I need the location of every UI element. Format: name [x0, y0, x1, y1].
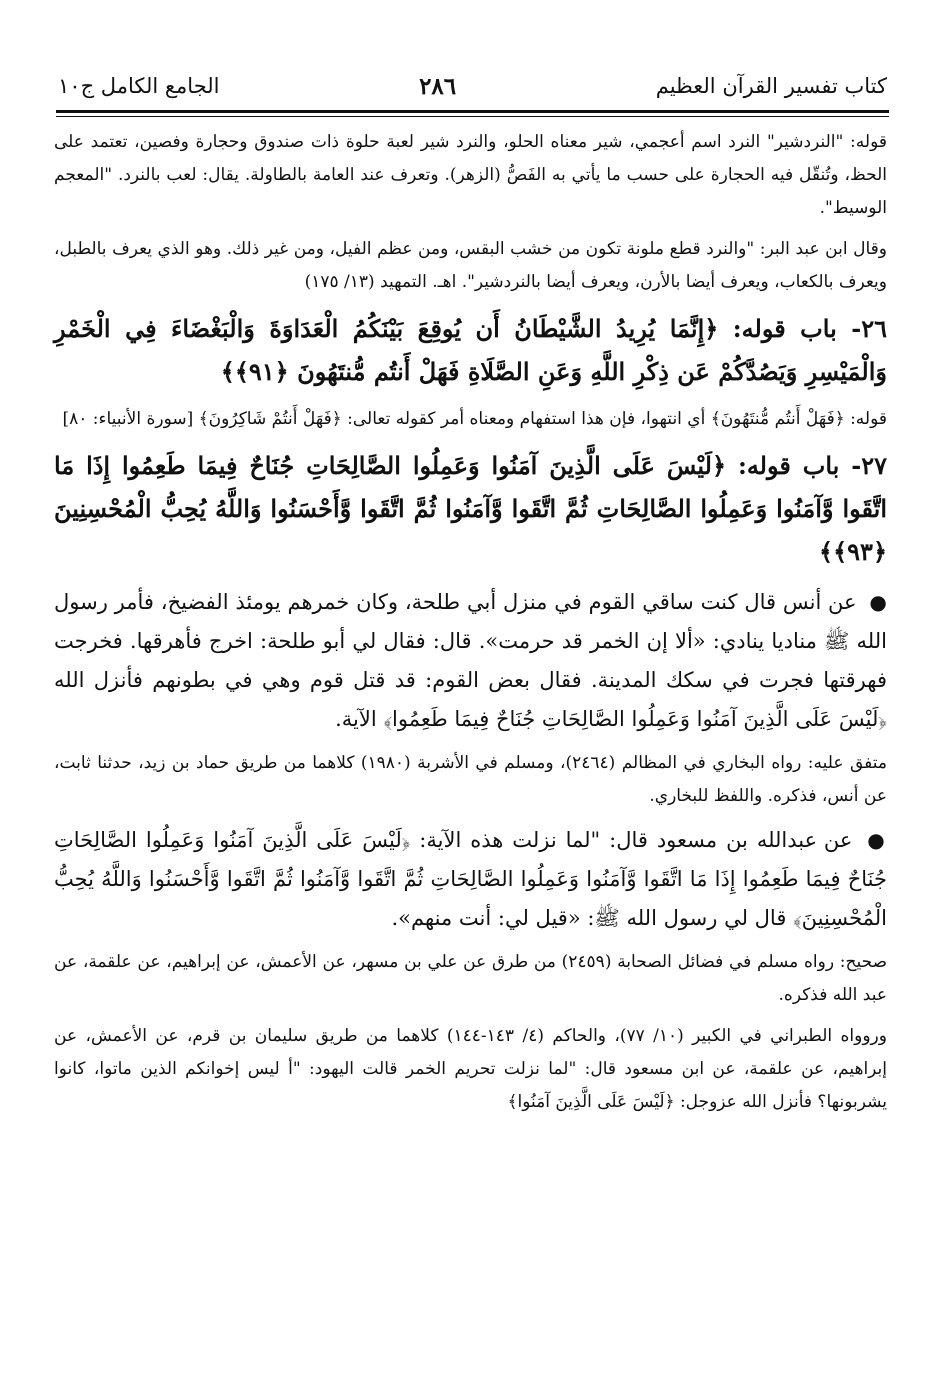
book-title: كتاب تفسير القرآن العظيم — [655, 74, 887, 98]
footnote-fahal-antum — [54, 403, 887, 436]
header-rule-thin — [56, 116, 889, 117]
hadith-anas — [54, 583, 887, 739]
footnote-ibn-abd-albar — [54, 233, 887, 299]
hadith-text: عن أنس قال كنت ساقي القوم في منزل أبي طلحة، وكان خمرهم يومئذ الفضيخ، فأمر رسول الله ﷺ مناديا ينادي: «ألا إن الخمر قد حرمت». قال: فقال لي أبو طلحة: اخرج فأهرقها. فخرجت فهرقتها فجرت في سكك المدينة. فقال بعض القوم: قد قتل قوم وهي في بطونهم فأنزل الله ﴿لَيْسَ عَلَى الَّذِينَ آمَنُوا وَعَمِلُوا الصَّالِحَاتِ جُنَاحٌ فِيمَا طَعِمُوا﴾ الآية. — [54, 590, 887, 731]
footnote-text: متفق عليه: رواه البخاري في المظالم (٢٤٦٤)، ومسلم في الأشربة (١٩٨٠) كلاهما من طريق حماد بن زيد، حدثنا ثابت، عن أنس، فذكره. واللفظ للبخاري. — [54, 753, 887, 806]
footnote-text: قوله: "النردشير" النرد اسم أعجمي، شير معناه الحلو، والنرد شير لعبة حلوة ذات صندوق وحجارة وفصين، تعتمد على الحظ، وتُنقّل فيه الحجارة على حسب ما يأتي به الفَصُّ (الزهر). وتعرف عند العامة بالطاولة. يقال: لعب بالنرد. "المعجم الوسيط". — [54, 132, 887, 218]
chapter-heading-26 — [54, 307, 887, 393]
footnote-text: قوله: ﴿فَهَلْ أَنتُم مُّنتَهُونَ﴾ أي انتهوا، فإن هذا استفهام ومعناه أمر كقوله تعالى: ﴿فَهَلْ أَنتُمْ شَاكِرُونَ﴾ [سورة الأنبياء: ٨٠] — [62, 409, 887, 429]
footnote-text: صحيح: رواه مسلم في فضائل الصحابة (٢٤٥٩) من طرق عن علي بن مسهر، عن الأعمش، عن إبراهيم، عن علقمة، عن عبد الله فذكره. — [54, 952, 888, 1005]
hadith-text: عن عبدالله بن مسعود قال: "لما نزلت هذه الآية: ﴿لَيْسَ عَلَى الَّذِينَ آمَنُوا وَعَمِلُوا الصَّالِحَاتِ جُنَاحٌ فِيمَا طَعِمُوا إِذَا مَا اتَّقَوا وَّآمَنُوا وَعَمِلُوا الصَّالِحَاتِ ثُمَّ اتَّقَوا وَّآمَنُوا ثُمَّ اتَّقَوا وَّأَحْسَنُوا وَاللَّهُ يُحِبُّ الْمُحْسِنِينَ﴾ قال لي رسول الله ﷺ: «قيل لي: أنت منهم». — [54, 828, 887, 930]
footnote-sahih-muslim — [54, 946, 887, 1012]
page-header — [58, 66, 887, 106]
heading-text: ٢٧- باب قوله: ﴿لَيْسَ عَلَى الَّذِينَ آمَنُوا وَعَمِلُوا الصَّالِحَاتِ جُنَاحٌ فِيمَا طَعِمُوا إِذَا مَا اتَّقَوا وَّآمَنُوا وَعَمِلُوا الصَّالِحَاتِ ثُمَّ اتَّقَوا وَّآمَنُوا ثُمَّ اتَّقَوا وَّأَحْسَنُوا وَاللَّهُ يُحِبُّ الْمُحْسِنِينَ ﴿٩٣﴾﴾ — [54, 451, 887, 566]
series-title: الجامع الكامل ج١٠ — [58, 74, 220, 98]
footnote-muttafaq-alayh — [54, 747, 887, 813]
chapter-heading-27 — [54, 444, 887, 573]
bullet-icon: ● — [867, 828, 887, 852]
footnote-tabarani-hakim — [54, 1020, 887, 1119]
bullet-icon: ● — [869, 590, 888, 614]
hadith-ibn-masud — [54, 821, 887, 938]
page-number: ٢٨٦ — [419, 72, 457, 100]
footnote-nardshir-definition — [54, 126, 887, 225]
footnote-text: وقال ابن عبد البر: "والنرد قطع ملونة تكون من خشب البقس، ومن عظم الفيل، ومن غير ذلك. وهو الذي يعرف بالطبل، ويعرف بالكعاب، ويعرف أيضا بالأرن، ويعرف أيضا بالنردشير". اهـ. التمهيد (١٣/ ١٧٥) — [54, 239, 887, 292]
header-rule-thick — [56, 110, 889, 113]
footnote-text: وروواه الطبراني في الكبير (١٠/ ٧٧)، والحاكم (٤/ ١٤٣-١٤٤) كلاهما من طريق سليمان بن قرم، عن الأعمش، عن إبراهيم، عن علقمة، عن ابن مسعود قال: "لما نزلت تحريم الخمر قالت اليهود: "أ ليس إخوانكم الذين ماتوا، كانوا يشربونها؟ فأنزل الله عزوجل: ﴿لَيْسَ عَلَى الَّذِينَ آمَنُوا﴾ — [54, 1026, 887, 1112]
page-content — [54, 126, 887, 1127]
heading-text: ٢٦- باب قوله: ﴿إِنَّمَا يُرِيدُ الشَّيْطَانُ أَن يُوقِعَ بَيْنَكُمُ الْعَدَاوَةَ وَالْبَغْضَاءَ فِي الْخَمْرِ وَالْمَيْسِرِ وَيَصُدَّكُمْ عَن ذِكْرِ اللَّهِ وَعَنِ الصَّلَاةِ فَهَلْ أَنتُم مُّنتَهُونَ ﴿٩١﴾﴾ — [54, 314, 887, 386]
